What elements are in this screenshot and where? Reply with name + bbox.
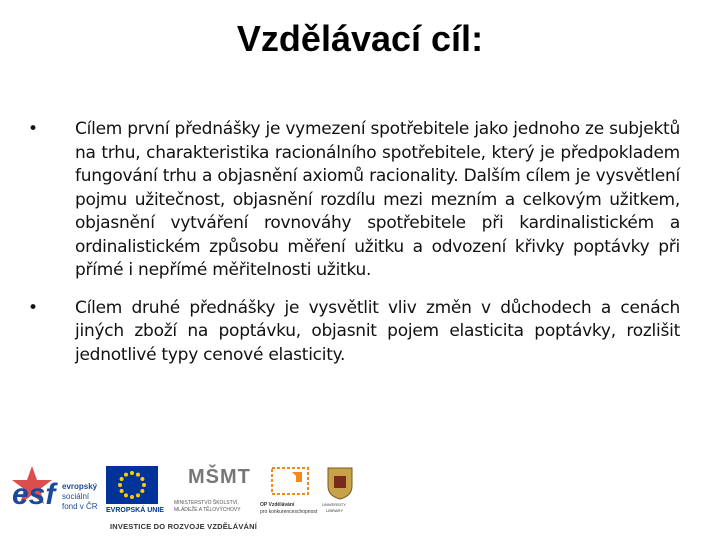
msmt-letters: MŠMT bbox=[188, 466, 251, 488]
bullet-marker: • bbox=[28, 119, 38, 139]
university-line1: UNIVERSITY bbox=[322, 502, 347, 507]
bullet-text: Cílem druhé přednášky je vysvětlit vliv změn v důchodech a cenách jiných zboží na poptávku, objasnit pojem elasticita poptávky, rozlišit jednotlivé typy cenové elasticity. bbox=[75, 297, 680, 365]
msmt-line1: MINISTERSTVO ŠKOLSTVÍ, bbox=[174, 500, 239, 506]
op-logo bbox=[260, 466, 320, 518]
university-line2: LIBRARY bbox=[326, 508, 344, 513]
bullet-list bbox=[28, 118, 680, 381]
logo-tagline: INVESTICE DO ROZVOJE VZDĚLÁVÁNÍ bbox=[110, 522, 258, 531]
logo-strip bbox=[10, 464, 360, 536]
op-arrow-icon bbox=[270, 466, 310, 496]
eu-flag-icon bbox=[106, 466, 158, 504]
esf-line3: fond v ČR bbox=[62, 502, 98, 511]
op-line2: pro konkurenceschopnost bbox=[260, 509, 318, 515]
esf-line1: evropský bbox=[62, 482, 98, 491]
bullet-marker: • bbox=[28, 297, 38, 318]
msmt-logo bbox=[174, 464, 254, 516]
bullet-item bbox=[28, 297, 680, 368]
eu-caption: EVROPSKÁ UNIE bbox=[106, 507, 164, 514]
eu-logo bbox=[106, 466, 164, 518]
op-line1: OP Vzdělávání bbox=[260, 502, 295, 508]
university-logo bbox=[322, 466, 358, 518]
esf-line2: sociální bbox=[62, 492, 90, 501]
esf-letters: esf bbox=[12, 478, 56, 511]
crest-icon bbox=[326, 466, 354, 500]
bullet-text: Cílem první přednášky je vymezení spotřebitele jako jednoho ze subjektů na trhu, charakteristika racionálního spotřebitele, který je předpokladem fungování trhu a objasnění axiomů racionality. Dalším cílem je vysvětlení pojmu užitečnost, objasnění rozdílu mezi mezním a celkovým užitkem, objasnění vytváření rovnováhy spotřebitele při kardinalistickém a ordinalistickém způsobu měření užitku a odvození křivky poptávky při přímé i nepřímé měřitelnosti užitku. bbox=[75, 119, 680, 280]
bullet-item bbox=[28, 118, 680, 283]
esf-logo bbox=[10, 464, 100, 516]
msmt-line2: MLÁDEŽE A TĚLOVÝCHOVY bbox=[174, 507, 241, 513]
slide-title: Vzdělávací cíl: bbox=[236, 18, 484, 59]
